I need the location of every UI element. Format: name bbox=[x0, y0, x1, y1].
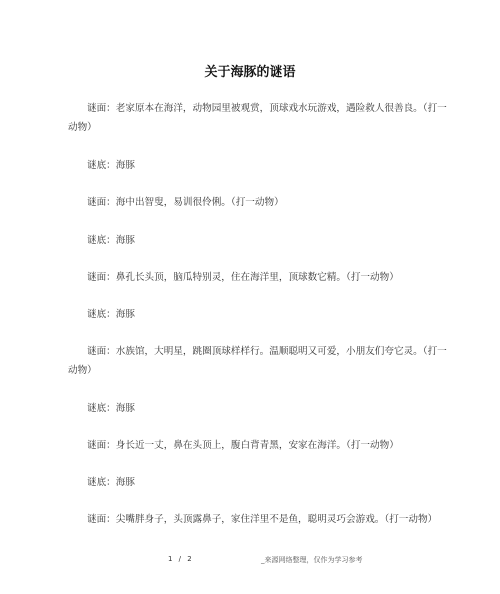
document-title: 关于海豚的谜语 bbox=[204, 65, 296, 80]
riddle-question-2: 谜面：海中出智叟，易训很伶俐。（打一动物） bbox=[87, 197, 284, 208]
footer-note: _来源网络整理，仅作为学习参考 bbox=[261, 556, 363, 564]
riddle-answer-1: 谜底：海豚 bbox=[87, 160, 135, 171]
riddle-question-3: 谜面：鼻孔长头顶，脑瓜特别灵，住在海洋里，顶球数它精。（打一动物） bbox=[87, 272, 399, 283]
riddle-answer-4: 谜底：海豚 bbox=[87, 403, 135, 414]
riddle-question-4: 谜面：水族馆，大明星，跳圈顶球样样行。温顺聪明又可爱，小朋友们夸它灵。（打一动物） bbox=[68, 346, 447, 376]
riddle-answer-2: 谜底：海豚 bbox=[87, 235, 135, 246]
page-number: 1 / 2 bbox=[168, 555, 194, 563]
riddle-question-6: 谜面：尖嘴胖身子，头顶露鼻子，家住洋里不是鱼，聪明灵巧会游戏。（打一动物） bbox=[87, 514, 438, 525]
riddle-answer-3: 谜底：海豚 bbox=[87, 309, 135, 320]
riddle-question-1: 谜面：老家原本在海洋，动物园里被观赏，顶球戏水玩游戏，遇险救人很善良。（打一动物） bbox=[68, 103, 447, 133]
riddle-answer-5: 谜底：海豚 bbox=[87, 477, 135, 488]
riddle-question-5: 谜面：身长近一丈，鼻在头顶上，腹白背青黑，安家在海洋。（打一动物） bbox=[87, 440, 399, 451]
